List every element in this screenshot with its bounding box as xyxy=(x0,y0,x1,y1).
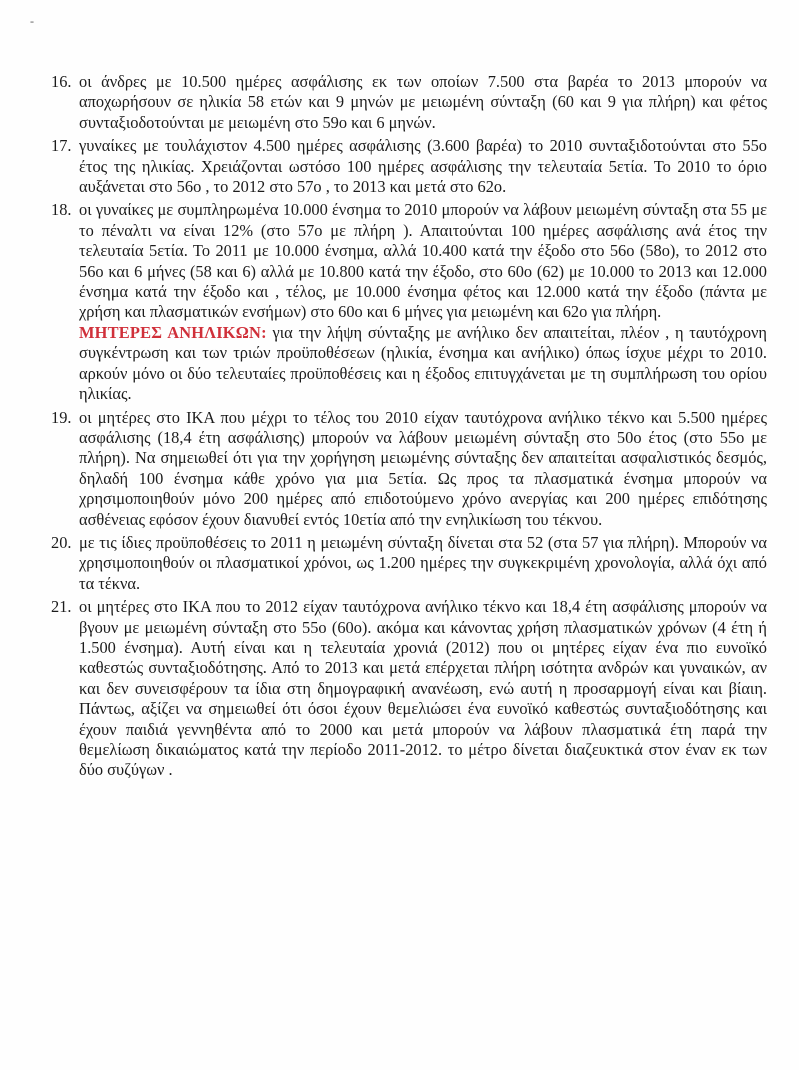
mothers-of-minors-paragraph xyxy=(79,323,767,405)
numbered-list xyxy=(51,72,768,784)
section-heading-text: για την λήψη σύνταξης με ανήλικο δεν απαιτείται, πλέον , η ταυτόχρονη συγκέντρωση και των τριών προϋποθέσεων (ηλικία, ένσημα και ανήλικο) όπως ίσχυε μέχρι το 2010. αρκούν μόνο οι δύο τελευταίες προϋποθέσεις και η έξοδος επιτυγχάνεται με τη συμπλήρωση του ορίου ηλικίας. xyxy=(79,322,768,404)
section-heading: ΜΗΤΕΡΕΣ ΑΝΗΛΙΚΩΝ: xyxy=(79,322,267,342)
item-text: γυναίκες με τουλάχιστον 4.500 ημέρες ασφάλισης (3.600 βαρέα) το 2010 συνταξιδοτούνται στο 55ο έτος της ηλικίας. Χρειάζονται ωστόσο 100 ημέρες ασφάλισης την τελευταία 5ετία. Το 2010 το όριο αυξάνεται στο 56ο , το 2012 στο 57ο , το 2013 και μετά στο 62ο. xyxy=(79,136,767,197)
item-text: οι μητέρες στο ΙΚΑ που μέχρι το τέλος του 2010 είχαν ταυτόχρονα ανήλικο τέκνο και 5.500 ημέρες ασφάλισης (18,4 έτη ασφάλισης) μπορούν να λάβουν μειωμένη σύνταξη στο 50ο έτος (στο 55ο με πλήρη). Να σημειωθεί ότι για την χορήγηση μειωμένης σύνταξης δεν απαιτείται ασφαλιστικός δεσμός, δηλαδή 100 ένσημα κάθε χρόνο για μια 5ετία. Ως προς τα πλασματικά ένσημα μπορούν να χρησιμοποιηθούν μόνο 200 ημέρες από επιδοτούμενο χρόνο ανεργίας και 200 ημέρες επιδότησης ασθένειας εφόσον έχουν διανυθεί εντός 10ετία από την ενηλικίωση του τέκνου. xyxy=(79,407,767,529)
list-item-20 xyxy=(51,532,767,594)
list-item-17 xyxy=(51,136,767,197)
item-text: οι μητέρες στο ΙΚΑ που το 2012 είχαν ταυτόχρονα ανήλικο τέκνο και 18,4 έτη ασφάλισης μπορούν να βγουν με μειωμένη σύνταξη στο 55ο (60ο). ακόμα και κάνοντας χρήση πλασματικών χρόνων (4 έτη ή 1.500 ένσημα). Αυτή είναι και η τελευταία χρονιά (2012) που οι μητέρες είχαν ένα πιο ευνοϊκό καθεστώς συνταξιοδότησης. Από το 2013 και μετά επέρχεται πλήρη ισότητα ανδρών και γυναικών, αν και δεν συνεισφέρουν τα ίδια στη δημογραφική ανανέωση, ενώ αυτή η προσαρμογή είναι και βίαιη. Πάντως, αξίζει να σημειωθεί ότι όσοι έχουν θεμελιώσει ένα ευνοϊκό καθεστώς συνταξιοδότησης και έχουν παιδιά γεννηθέντα από το 2000 και μετά μπορούν να λάβουν πλασματικά έτη παρά την θεμελίωση δικαιώματος κατά την περίοδο 2011-2012. το μέτρο δίνεται διαζευκτικά στον έναν εκ των δύο συζύγων . xyxy=(79,597,767,780)
item-text: οι γυναίκες με συμπληρωμένα 10.000 ένσημα το 2010 μπορούν να λάβουν μειωμένη σύνταξη στα 55 με το πέναλτι να είναι 12% (στο 57ο με πλήρη ). Απαιτούνται 100 ημέρες ασφάλισης ανά έτος την τελευταία 5ετία. Το 2011 με 10.000 ένσημα, αλλά 10.400 κατά την έξοδο στο 56ο (58ο), το 2012 στο 56ο και 6 μήνες (58 και 6) αλλά με 10.800 κατά την έξοδο, στο 60ο (62) με 10.000 το 2013 και 12.000 ένσημα κατά την έξοδο και , τέλος, με 10.000 ένσημα φέτος και 12.000 κατά την έξοδο (πάντα με χρήση και πλασματικών ενσήμων) στο 60ο και 6 μήνες για μειωμένη και 62ο για πλήρη. xyxy=(79,200,767,322)
item-number: 16. xyxy=(51,72,72,91)
item-text: οι άνδρες με 10.500 ημέρες ασφάλισης εκ των οποίων 7.500 στα βαρέα το 2013 μπορούν να αποχωρήσουν σε ηλικία 58 ετών και 9 μηνών με μειωμένη σύνταξη (60 και 9 για πλήρη) και φέτος συνταξιοδοτούνται με μειωμένη στο 59ο και 6 μηνών. xyxy=(79,72,767,132)
item-number: 21. xyxy=(51,597,72,617)
list-item-16 xyxy=(51,72,767,133)
item-text: με τις ίδιες προϋποθέσεις το 2011 η μειωμένη σύνταξη δίνεται στα 52 (στα 57 για πλήρη). Μπορούν να χρησιμοποιηθούν οι πλασματικοί χρόνοι, ως 1.200 ημέρες την συγκεκριμένη χρονολογία, αλλά όχι από τα τέκνα. xyxy=(79,532,767,593)
item-number: 18. xyxy=(51,200,72,220)
scan-mark: - xyxy=(30,14,34,28)
item-number: 20. xyxy=(51,532,72,552)
list-item-19 xyxy=(51,407,767,530)
item-number: 19. xyxy=(51,407,72,427)
list-item-18 xyxy=(51,200,768,404)
item-number: 17. xyxy=(51,136,72,156)
list-item-21 xyxy=(51,597,767,781)
